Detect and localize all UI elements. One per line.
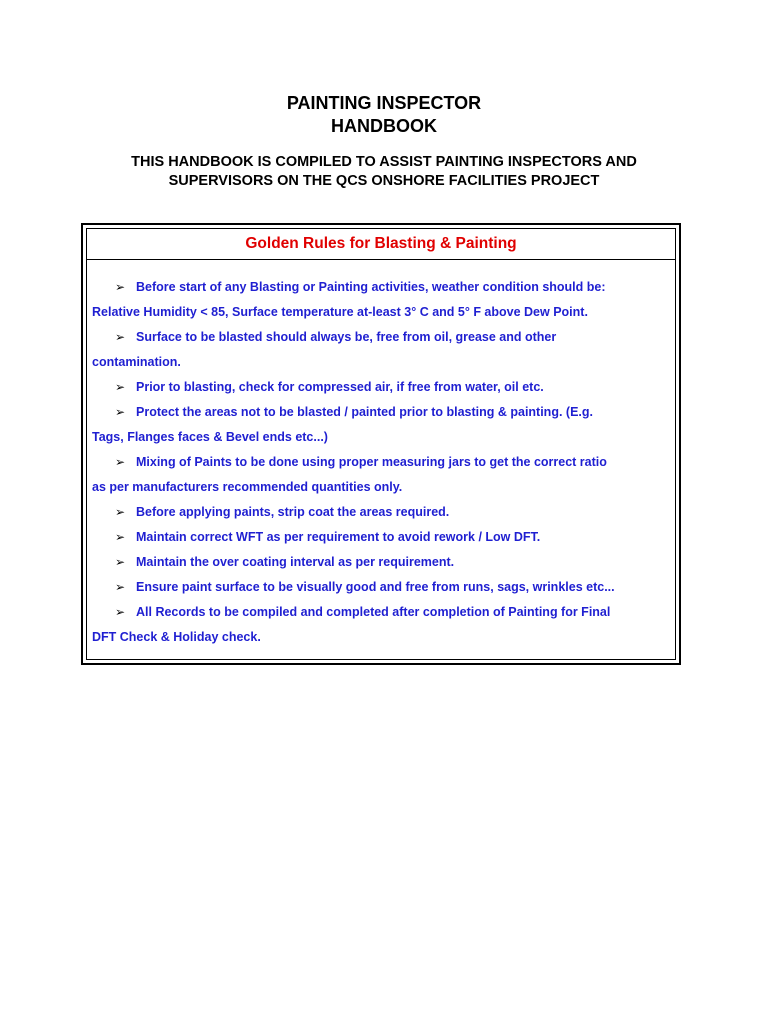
page-subtitle-line-2: SUPERVISORS ON THE QCS ONSHORE FACILITIES PROJECT xyxy=(168,173,600,189)
rule-text: All Records to be compiled and completed after completion of Painting for Final xyxy=(136,605,611,619)
page-subtitle-line-1: THIS HANDBOOK IS COMPILED TO ASSIST PAINTING INSPECTORS AND xyxy=(131,154,637,170)
rule-item xyxy=(111,500,665,525)
rule-line-1 xyxy=(111,525,665,550)
arrow-bullet-icon: ➢ xyxy=(115,405,126,419)
arrow-bullet-icon: ➢ xyxy=(115,605,126,619)
rule-text: Ensure paint surface to be visually good and free from runs, sags, wrinkles etc... xyxy=(136,580,615,594)
rule-line-1 xyxy=(111,500,665,525)
rule-line-1 xyxy=(111,550,665,575)
golden-rules-heading: Golden Rules for Blasting & Painting xyxy=(87,229,675,260)
rule-line-1 xyxy=(111,575,665,600)
rule-line-1 xyxy=(111,600,665,625)
rule-line-2: Relative Humidity < 85, Surface temperature at-least 3° C and 5° F above Dew Point. xyxy=(92,305,588,319)
arrow-bullet-icon: ➢ xyxy=(115,505,126,519)
rule-line-2: contamination. xyxy=(92,355,181,369)
rule-text: Before applying paints, strip coat the areas required. xyxy=(136,505,450,519)
arrow-bullet-icon: ➢ xyxy=(115,530,126,544)
rule-line-2: Tags, Flanges faces & Bevel ends etc...) xyxy=(92,430,328,444)
rule-line-2: DFT Check & Holiday check. xyxy=(92,630,261,644)
arrow-bullet-icon: ➢ xyxy=(115,280,126,294)
rule-line-1 xyxy=(111,275,665,300)
golden-rules-inner-frame xyxy=(86,228,676,660)
rule-text: Mixing of Paints to be done using proper measuring jars to get the correct ratio xyxy=(136,455,607,469)
rule-item xyxy=(92,275,665,325)
page-title-line-1: PAINTING INSPECTOR xyxy=(286,93,482,113)
page-title-line-2: HANDBOOK xyxy=(331,116,437,136)
rule-item xyxy=(92,600,665,650)
arrow-bullet-icon: ➢ xyxy=(115,580,126,594)
rule-item xyxy=(92,400,665,450)
arrow-bullet-icon: ➢ xyxy=(115,555,126,569)
golden-rules-box xyxy=(81,223,681,665)
rule-line-1 xyxy=(111,375,665,400)
arrow-bullet-icon: ➢ xyxy=(115,380,126,394)
golden-rules-list xyxy=(92,275,665,650)
rule-text: Protect the areas not to be blasted / painted prior to blasting & painting. (E.g. xyxy=(136,405,593,419)
rule-line-1 xyxy=(111,450,665,475)
rule-text: Maintain correct WFT as per requirement to avoid rework / Low DFT. xyxy=(136,530,541,544)
rule-text: Before start of any Blasting or Painting activities, weather condition should be: xyxy=(136,280,606,294)
rule-item xyxy=(92,325,665,375)
rule-text: Surface to be blasted should always be, free from oil, grease and other xyxy=(136,330,557,344)
rule-item xyxy=(111,575,665,600)
rule-line-2: as per manufacturers recommended quantities only. xyxy=(92,480,403,494)
rule-item xyxy=(111,375,665,400)
rule-text: Maintain the over coating interval as per requirement. xyxy=(136,555,455,569)
rule-item xyxy=(111,525,665,550)
arrow-bullet-icon: ➢ xyxy=(115,330,126,344)
rule-line-1 xyxy=(111,400,665,425)
rule-item xyxy=(92,450,665,500)
rule-text: Prior to blasting, check for compressed air, if free from water, oil etc. xyxy=(136,380,544,394)
arrow-bullet-icon: ➢ xyxy=(115,455,126,469)
rule-line-1 xyxy=(111,325,665,350)
rule-item xyxy=(111,550,665,575)
